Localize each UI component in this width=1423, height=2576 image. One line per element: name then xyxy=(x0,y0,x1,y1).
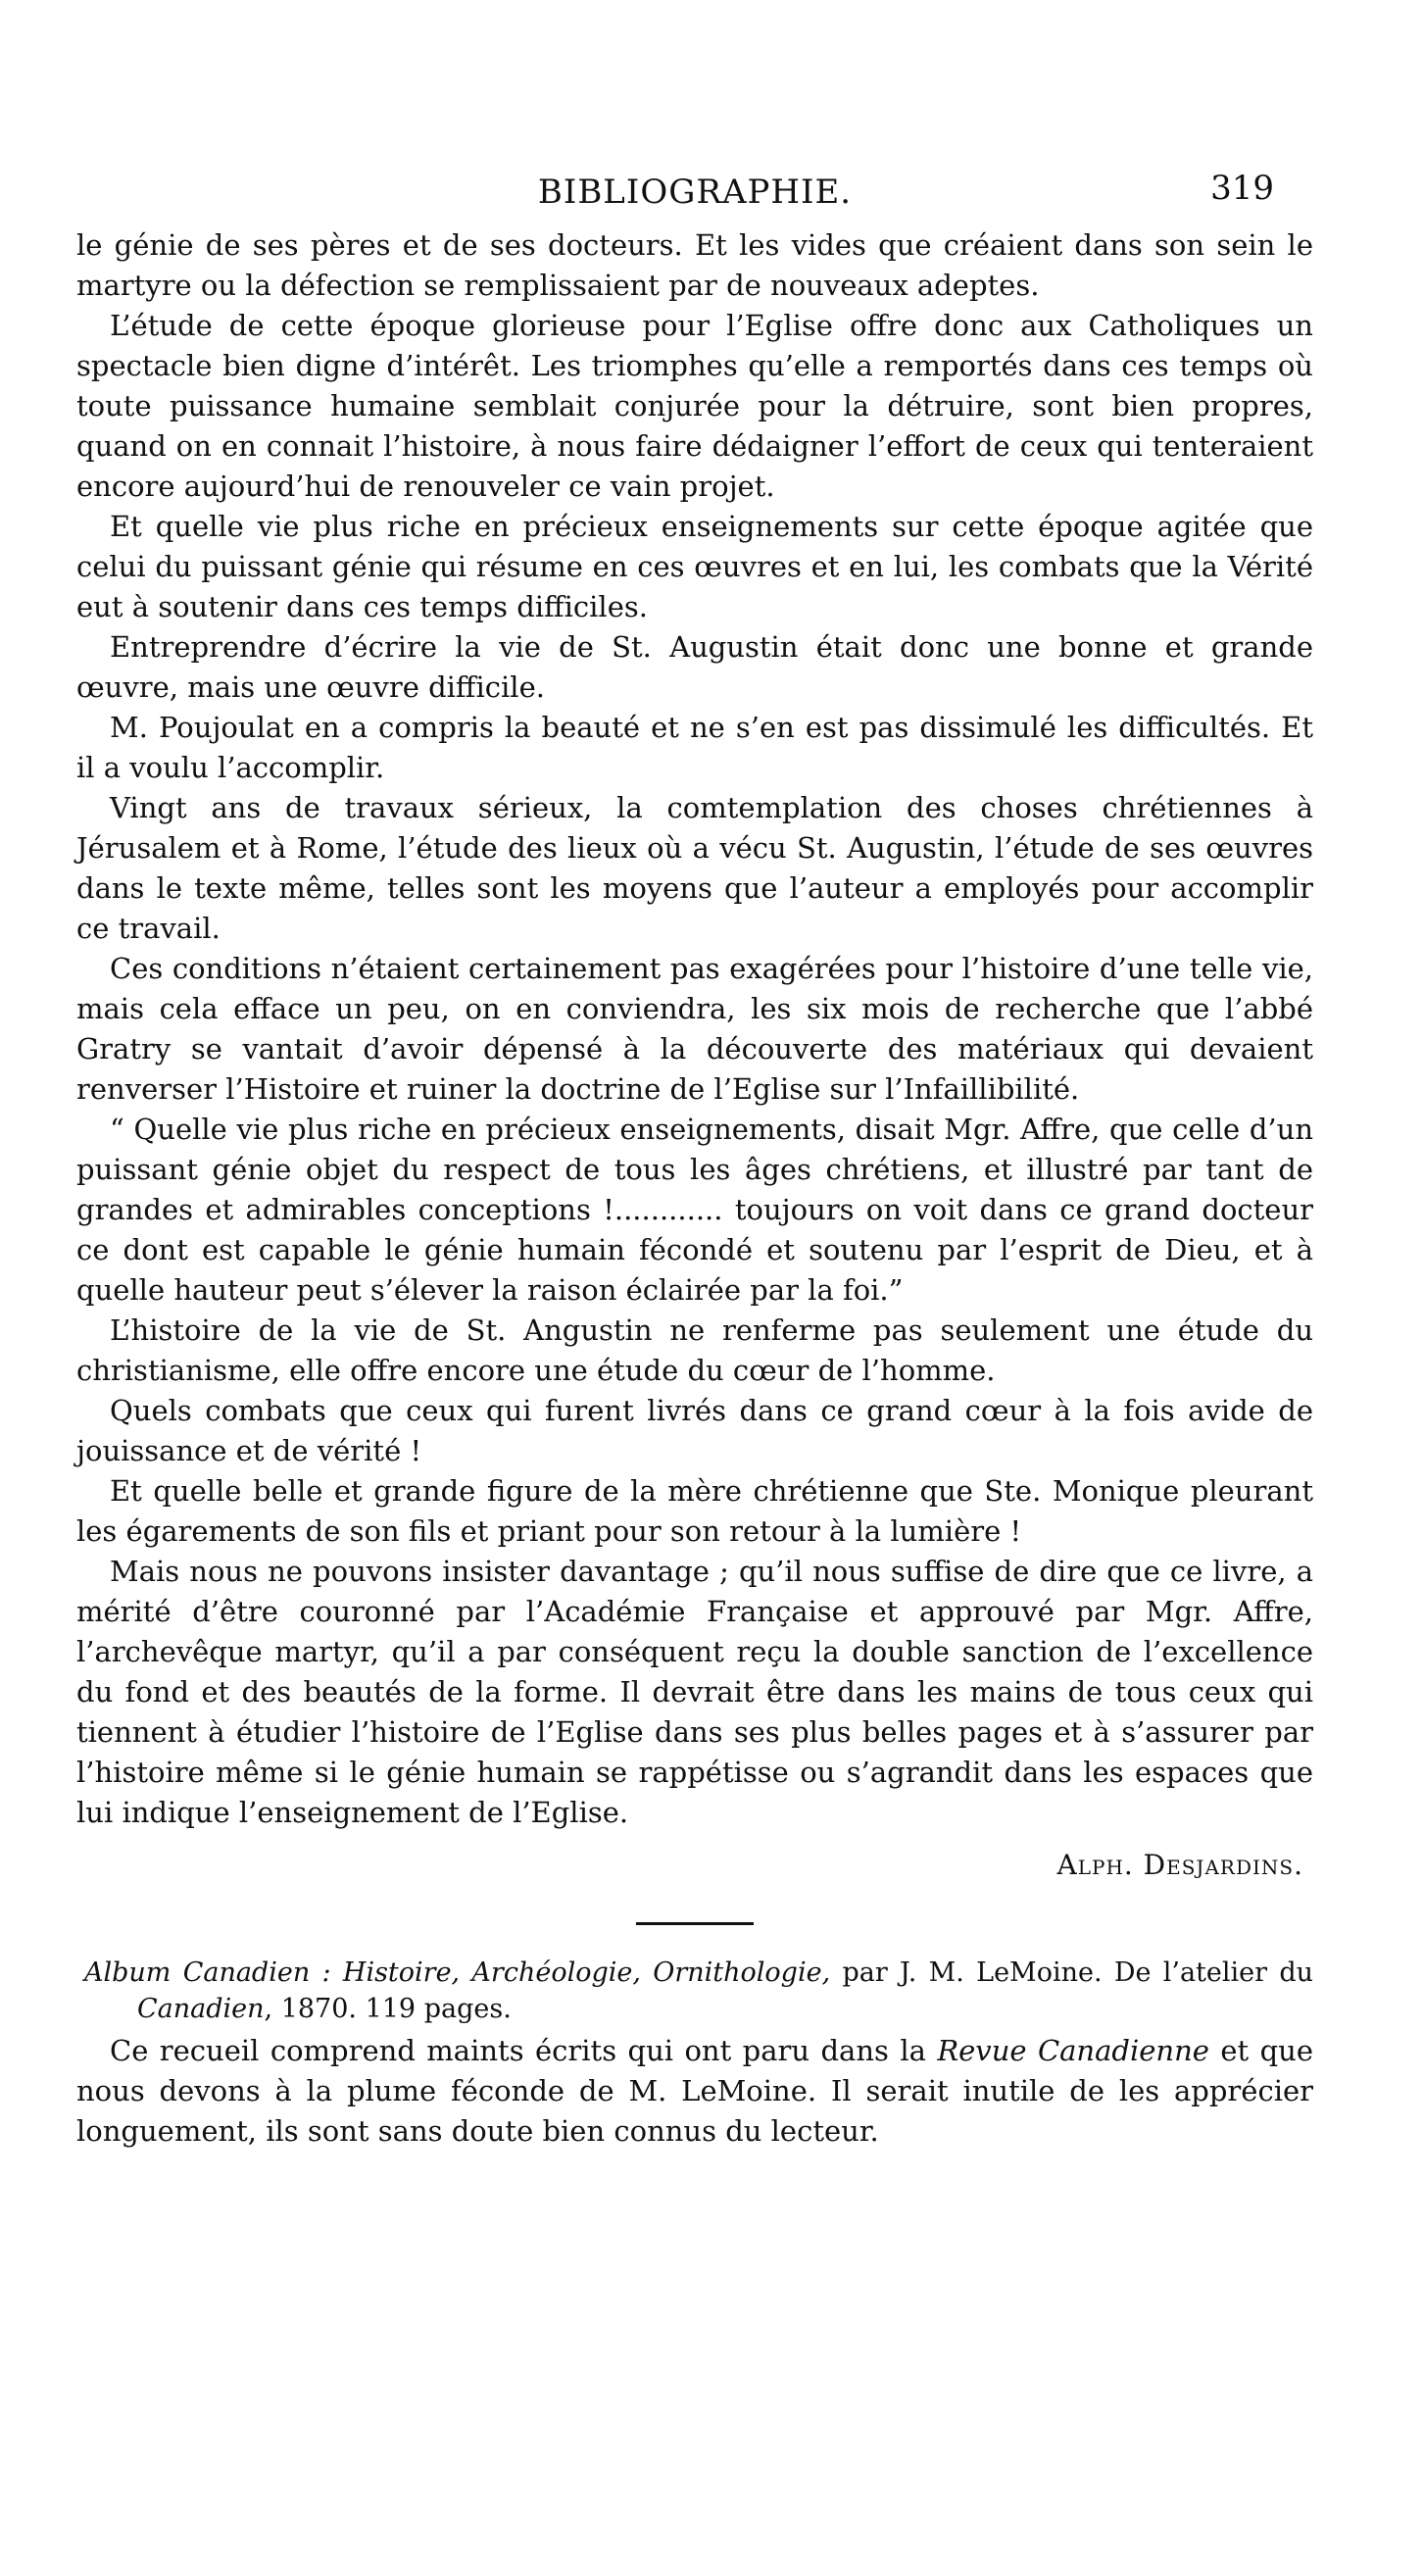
paragraph: L’étude de cette époque glorieuse pour l’Eglise offre donc aux Catholiques un spectacle bien digne d’intérêt. Les triomphes qu’elle a remportés dans ces temps où toute puissance humaine semblait conjurée pour la détruire, sont bien propres, quand on en connait l’histoire, à nous faire dédaigner l’effort de ceux qui tenteraient encore aujourd’hui de renouveler ce vain projet. xyxy=(76,309,1313,503)
review-book-title: Album Canadien : Histoire, Archéologie, Ornithologie, xyxy=(84,1957,831,1988)
paragraph: le génie de ses pères et de ses docteurs. Et les vides que créaient dans son sein le martyre ou la défection se remplissaient par de nouveaux adeptes. xyxy=(76,228,1313,302)
paragraph: M. Poujoulat en a compris la beauté et ne s’en est pas dissimulé les difficultés. Et il a voulu l’accomplir. xyxy=(76,711,1313,784)
review-text-start: Ce recueil comprend maints écrits qui ont paru dans la xyxy=(110,2034,938,2067)
paragraph: Quels combats que ceux qui furent livrés dans ce grand cœur à la fois avide de jouissance et de vérité ! xyxy=(76,1394,1313,1467)
review-paragraph xyxy=(76,2031,1313,2152)
running-head xyxy=(76,157,1313,225)
paragraph: L’histoire de la vie de St. Angustin ne renferme pas seulement une étude du christianisme, elle offre encore une étude du cœur de l’homme. xyxy=(76,1313,1313,1387)
review-entry-heading xyxy=(76,1955,1313,2027)
paragraph: Vingt ans de travaux sérieux, la comtemplation des choses chrétiennes à Jérusalem et à Rome, l’étude des lieux où a vécu St. Augustin, l’étude de ses œuvres dans le texte même, telles sont les moyens que l’auteur a employés pour accomplir ce travail. xyxy=(76,791,1313,945)
author-signature: Alph. Desjardins. xyxy=(1056,1849,1303,1881)
page-number: 319 xyxy=(1210,169,1274,208)
review-entry-author: par J. M. LeMoine. De l’atelier du xyxy=(830,1957,1313,1988)
paragraph: Et quelle belle et grande figure de la mère chrétienne que Ste. Monique pleurant les égarements de son fils et priant pour son retour à la lumière ! xyxy=(76,1474,1313,1548)
article-body xyxy=(76,225,1313,1833)
book-page xyxy=(76,157,1313,2152)
section-divider xyxy=(636,1922,754,1925)
review-entry-publisher: Canadien xyxy=(137,1994,265,2024)
paragraph: Entreprendre d’écrire la vie de St. Augustin était donc une bonne et grande œuvre, mais une œuvre difficile. xyxy=(76,630,1313,704)
quotation-paragraph: “ Quelle vie plus riche en précieux enseignements, disait Mgr. Affre, que celle d’un puissant génie objet du respect de tous les âges chrétiens, et illustré par tant de grandes et admirables conceptions !............ toujours on voit dans ce grand docteur ce dont est capable le génie humain fécondé et soutenu par l’esprit de Dieu, et à quelle hauteur peut s’élever la raison éclairée par la foi.” xyxy=(76,1113,1313,1307)
review-entry-details: , 1870. 119 pages. xyxy=(264,1994,512,2024)
paragraph: Et quelle vie plus riche en précieux enseignements sur cette époque agitée que celui du puissant génie qui résume en ces œuvres et en lui, les combats que la Vérité eut à soutenir dans ces temps difficiles. xyxy=(76,510,1313,623)
review-text-end: et que nous devons à la plume féconde de M. LeMoine. Il serait inutile de les apprécier longuement, ils sont sans doute bien connus du lecteur. xyxy=(76,2034,1313,2148)
review-journal-name: Revue Canadienne xyxy=(937,2034,1209,2067)
running-title: BIBLIOGRAPHIE. xyxy=(537,173,853,212)
paragraph: Ces conditions n’étaient certainement pas exagérées pour l’histoire d’une telle vie, mais cela efface un peu, on en conviendra, les six mois de recherche que l’abbé Gratry se vantait d’avoir dépensé à la découverte des matériaux qui devaient renverser l’Histoire et ruiner la doctrine de l’Eglise sur l’Infaillibilité. xyxy=(76,952,1313,1106)
review-body xyxy=(76,2031,1313,2152)
paragraph: Mais nous ne pouvons insister davantage ; qu’il nous suffise de dire que ce livre, a mérité d’être couronné par l’Académie Française et approuvé par Mgr. Affre, l’archevêque martyr, qu’il a par conséquent reçu la double sanction de l’excellence du fond et des beautés de la forme. Il devrait être dans les mains de tous ceux qui tiennent à étudier l’histoire de l’Eglise dans ses plus belles pages et à s’assurer par l’histoire même si le génie humain se rappétisse ou s’agrandit dans les espaces que lui indique l’enseignement de l’Eglise. xyxy=(76,1555,1313,1829)
